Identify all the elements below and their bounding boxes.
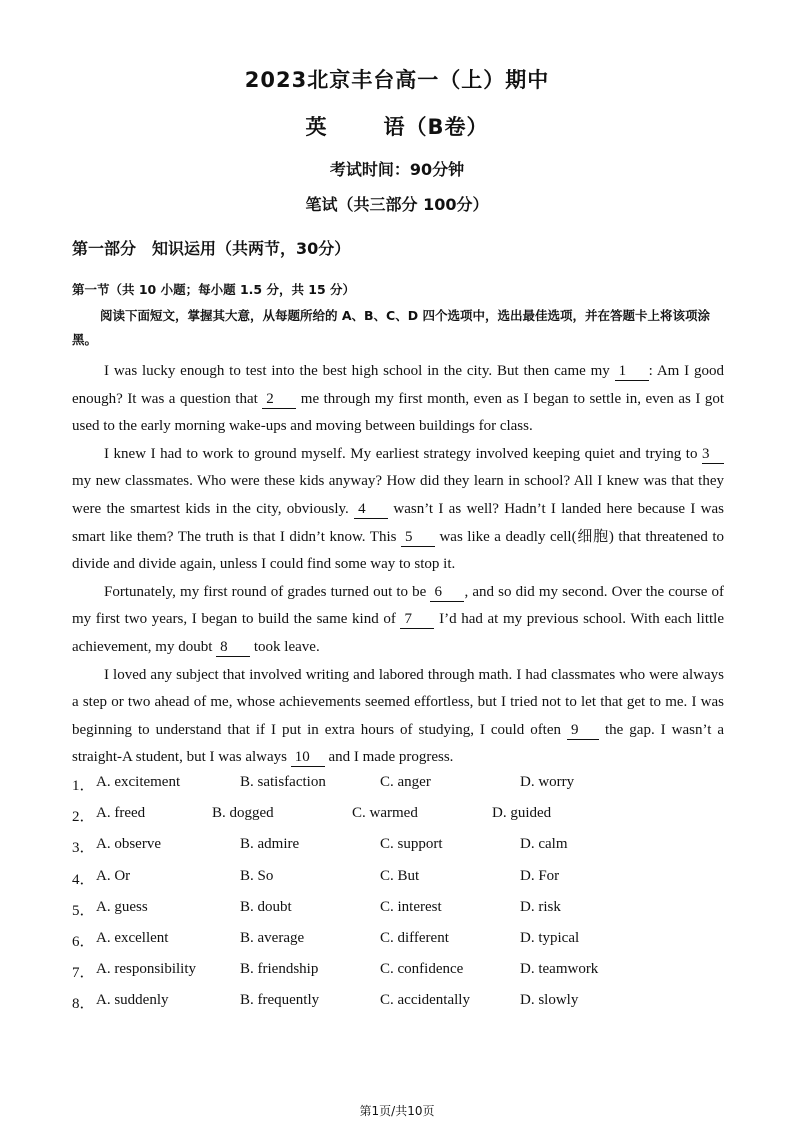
blank-10: 10: [291, 748, 325, 767]
subject-title: [0, 111, 794, 141]
option-d: D. teamwork: [520, 961, 599, 978]
passage-paragraph-4: I loved any subject that involved writing and labored through math. I had classmates who were always a step or two ahead of me, whose achievements seemed effortless, but I tried not to let that get to me. I was beginning to understand that if I put in extra hours of studying, I could often 9 the gap. I wasn’t a straight-A student, but I was always 10 and I made progress.: [72, 666, 724, 766]
subject-right: 语（B卷）: [383, 115, 489, 139]
question-number: 5．: [72, 902, 95, 919]
option-b: B. dogged: [212, 805, 274, 822]
question-number: 1．: [72, 778, 95, 794]
option-b: B. friendship: [240, 961, 319, 978]
question-3-options: [72, 836, 732, 867]
section-one-title: 第一节（共 10 小题；每小题 1.5 分，共 15 分）: [72, 282, 356, 297]
blank-2: 2: [262, 390, 296, 409]
question-number: 4．: [72, 871, 95, 888]
option-d: D. guided: [492, 805, 552, 822]
blank-4: 4: [354, 500, 388, 519]
instructions: 阅读下面短文，掌握其大意，从每题所给的 A、B、C、D 四个选项中，选出最佳选项，并在答题卡上将该项涂黑。: [72, 308, 710, 347]
option-a: A. suddenly: [96, 992, 169, 1009]
option-c: C. But: [380, 867, 420, 884]
passage-paragraph-1: I was lucky enough to test into the best high school in the city. But then came my 1 : Am I good enough? It was a question that 2 me through my first month, even as I began to settle in, even as I got used to the early morning wake-ups and moving between buildings for class.: [72, 363, 724, 435]
option-d: D. For: [520, 867, 560, 884]
part-one-heading: 第一部分 知识运用（共两节，30分）: [72, 239, 351, 258]
option-a: A. guess: [96, 898, 148, 915]
option-b: B. average: [240, 929, 305, 946]
option-a: A. excitement: [96, 774, 181, 790]
option-b: B. doubt: [240, 898, 292, 915]
option-c: C. support: [380, 836, 443, 853]
option-b: B. So: [240, 867, 274, 884]
option-d: D. typical: [520, 929, 580, 946]
question-6-options: [72, 930, 732, 961]
option-c: C. warmed: [352, 805, 418, 822]
option-d: D. worry: [520, 774, 575, 790]
option-c: C. interest: [380, 898, 442, 915]
question-5-options: [72, 899, 732, 930]
question-2-options: [72, 805, 732, 836]
question-number: 3．: [72, 840, 95, 857]
question-number: 2．: [72, 809, 95, 826]
option-c: C. accidentally: [380, 992, 470, 1009]
question-8-options: [72, 992, 732, 1023]
cloze-passage: [72, 358, 724, 772]
written-test-info: 笔试（共三部分 100分）: [305, 195, 489, 214]
option-b: B. satisfaction: [240, 774, 326, 790]
option-d: D. calm: [520, 836, 568, 853]
passage-paragraph-2: I knew I had to work to ground myself. My earliest strategy involved keeping quiet and trying to 3 my new classmates. Who were these kids anyway? How did they learn in school? All I knew was that they were the smartest kids in the city, obviously. 4 wasn’t I as well? Hadn’t I landed here because I was smart like them? The truth is that I didn’t know. This 5 was like a deadly cell(细胞) that threatened to divide and divide again, unless I could find some way to stop it.: [72, 445, 725, 573]
option-c: C. anger: [380, 774, 431, 790]
option-d: D. risk: [520, 898, 561, 915]
exam-time: 考试时间：90分钟: [329, 160, 465, 179]
option-a: A. excellent: [96, 929, 169, 946]
option-d: D. slowly: [520, 992, 579, 1009]
blank-5: 5: [401, 528, 435, 547]
option-a: A. freed: [96, 805, 146, 822]
question-number: 6．: [72, 933, 95, 950]
question-1-options: [72, 774, 732, 805]
question-number: 8．: [72, 996, 95, 1013]
blank-3: 3: [702, 445, 724, 464]
question-7-options: [72, 961, 732, 992]
blank-1: 1: [615, 362, 649, 381]
option-b: B. admire: [240, 836, 300, 853]
option-a: A. Or: [96, 867, 131, 884]
question-4-options: [72, 868, 732, 899]
passage-paragraph-3: Fortunately, my first round of grades turned out to be 6 , and so did my second. Over the course of my first two years, I began to build the same kind of 7 I’d had at my previous school. With each little achievement, my doubt 8 took leave.: [72, 583, 724, 655]
subject-left: 英: [305, 115, 328, 139]
exam-title: 2023北京丰台高一（上）期中: [244, 68, 550, 92]
option-c: C. confidence: [380, 961, 464, 978]
answer-options: [72, 774, 732, 1024]
page-number: 第1页/共10页: [359, 1104, 435, 1118]
blank-6: 6: [430, 583, 464, 602]
option-b: B. frequently: [240, 992, 320, 1009]
blank-8: 8: [216, 638, 250, 657]
question-number: 7．: [72, 965, 95, 982]
blank-7: 7: [400, 610, 434, 629]
option-c: C. different: [380, 929, 449, 946]
blank-9: 9: [567, 721, 599, 740]
option-a: A. observe: [96, 836, 161, 853]
option-a: A. responsibility: [96, 961, 196, 978]
